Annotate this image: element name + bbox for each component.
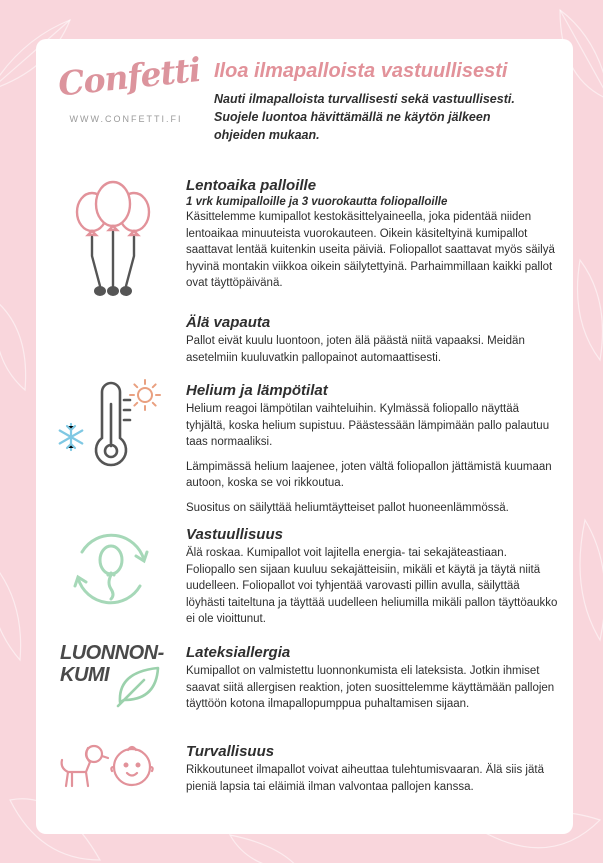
section-title: Lentoaika palloille [186,177,317,194]
section-latex-allergy [186,644,558,721]
section-body: Pallot eivät kuulu luontoon, joten älä päästä niitä vapaaksi. Meidän asetelmiin kuuluvatkin pallopainot automaattisesti. [186,335,525,364]
page-title: Iloa ilmapalloista vastuullisesti [214,60,508,82]
section-body: Helium reagoi lämpötilan vaihteluihin. Kylmässä foliopallo näyttää tyhjältä, koska helium supistuu. Päästessään lämpimään pallo palautuu taas normaaliksi. [186,403,550,448]
section-title: Turvallisuus [186,743,275,760]
luonnonkumi-line1: LUONNON- [60,642,164,664]
baby-icon [108,742,156,790]
confetti-logo[interactable] [56,49,203,132]
logo-wordmark: Confetti [56,49,203,104]
section-safety [186,743,558,803]
section-title: Lateksiallergia [186,644,291,661]
page-intro: Nauti ilmapalloista turvallisesti sekä vastuullisesti. Suojele luontoa hävittämällä ne käytön jälkeen ohjeiden mukaan. [214,92,515,142]
logo-url: WWW.CONFETTI.FI [69,114,183,124]
section-flight-time [186,177,558,300]
section-body: Käsittelemme kumipallot kestokäsittelyaineella, joka pidentää niiden lentoaikaa minuuteista vuorokauteen. Oikein käsiteltyinä kumipallot saattavat lentää kuitenkin useita päiviä. Foliopallot saattavat myös säilyä hyvinä montakin viikkoa oikein säilytettyinä. Parhaimmillaan kaikki pallot ovat täyttöpäivänä. [186,211,555,289]
sun-icon [128,378,162,412]
section-title: Älä vapauta [186,314,271,331]
recycle-icon [64,522,158,616]
section-title: Helium ja lämpötilat [186,382,328,399]
section-body: Kumipallot on valmistettu luonnonkumista eli lateksista. Jotkin ihmiset saavat siitä allergisen reaktion, joten suosittelemme käyttämään pallojen täyttöön kotona ilmapallopumppua puhaltamisen sijaan. [186,665,555,710]
section-body: Älä roskaa. Kumipallot voit lajitella energia- tai sekajäteastiaan. Foliopallo sen sijaan kuuluu sekajätteisiin, mikäli et käytä ja täytä niitä uudelleen. Foliopallot voi tyhjentää varovasti pillin avulla, säilyttää löyhästi taiteltuna ja täyttää uudelleen heliumilla mikäli pallon täyttöaukko ei ole vioittunut. [186,547,558,625]
dog-icon [58,742,110,790]
balloons-icon [68,178,158,300]
section-subtitle: 1 vrk kumipalloille ja 3 vuorokautta foliopalloille [186,196,448,208]
section-body: Lämpimässä helium laajenee, joten vältä foliopallon jättämistä kuumaan autoon, koska se voi rikkoutua. [186,460,552,489]
luonnonkumi-line2: KUMI [60,664,110,686]
section-body: Suositus on säilyttää heliumtäytteiset pallot huoneenlämmössä. [186,501,509,514]
section-helium-temperature [186,382,558,524]
section-responsibility [186,526,558,636]
leaf-icon [114,664,162,708]
section-body: Rikkoutuneet ilmapallot voivat aiheuttaa tulehtumisvaaran. Älä siis jätä pieniä lapsia tai eläimiä ilman valvontaa pallojen kanssa. [186,764,544,793]
snowflake-icon [56,422,86,452]
section-title: Vastuullisuus [186,526,283,543]
section-dont-release [186,314,558,374]
